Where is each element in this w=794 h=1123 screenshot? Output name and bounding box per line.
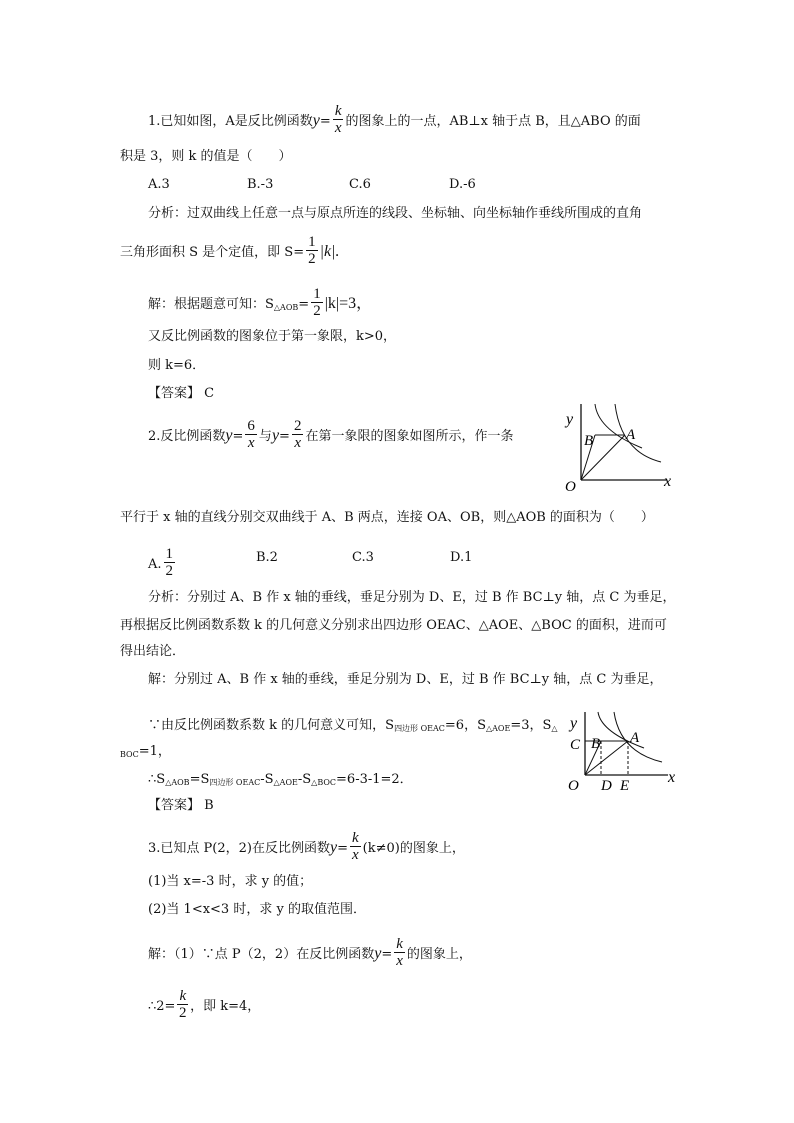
text: 2.反比例函数 — [148, 429, 226, 444]
q1-text: 1.已知如图，A是反比例函数 — [148, 114, 313, 129]
subscript: △BOC — [311, 778, 337, 787]
text: (k≠0)的图象上， — [362, 841, 465, 856]
q1-option-a: A.3 — [148, 177, 170, 192]
q1-option-d: D.-6 — [449, 177, 476, 192]
q1-analysis-line2 — [120, 236, 340, 269]
text: 的图象上， — [406, 947, 472, 962]
abs-k: |k|. — [319, 243, 340, 260]
label-x: x — [664, 473, 672, 490]
curve-6-over-x — [615, 404, 661, 462]
q1-option-b: B.-3 — [247, 177, 274, 192]
text: =S — [189, 772, 210, 787]
subscript: 四边形 OEAC — [394, 724, 445, 733]
q3-solution-line2 — [148, 990, 260, 1023]
label-y: y — [566, 411, 574, 428]
label-b: B — [591, 736, 601, 752]
fraction-one-half — [164, 546, 176, 579]
label-a: A — [626, 427, 636, 443]
figure-hyperbolas-2 — [558, 708, 682, 798]
label-x: x — [668, 769, 676, 786]
denominator: 2 — [313, 303, 321, 319]
label-c: C — [570, 737, 581, 753]
q2-option-b: B.2 — [256, 550, 278, 565]
q1-option-c: C.6 — [349, 177, 371, 192]
numerator: 6 — [247, 418, 255, 434]
text: -S — [260, 772, 274, 787]
math-eq: = — [319, 114, 331, 129]
q2-answer: 【答案】 B — [148, 798, 214, 813]
text: =3，S — [510, 718, 552, 733]
text: 解：根据题意可知：S — [148, 297, 274, 312]
q2-analysis-line3: 得出结论． — [120, 644, 186, 659]
fraction-k-over-2 — [177, 988, 188, 1021]
numerator: 1 — [165, 546, 174, 562]
fraction-6-over-x — [245, 418, 257, 451]
numerator: 1 — [308, 234, 316, 250]
q2-solution-line4 — [148, 770, 413, 793]
text: ，即 k=4， — [190, 999, 261, 1014]
q2-solution-line1: 解：分别过 A、B 作 x 轴的垂线，垂足分别为 D、E，过 B 作 BC⊥y 轴，点 C 为垂足， — [148, 672, 663, 687]
text: 三角形面积 S 是个定值，即 S= — [120, 245, 305, 260]
text: 在第一象限的图象如图所示，作一条 — [305, 429, 514, 444]
text: =6，S — [444, 718, 486, 733]
math-eq: = — [337, 841, 348, 856]
text: ∴2= — [148, 999, 176, 1014]
denominator: x — [334, 120, 342, 136]
denominator: 2 — [308, 251, 316, 267]
q2-line2: 平行于 x 轴的直线分别交双曲线于 A、B 两点，连接 OA、OB，则△AOB 的面积为（ ） — [120, 510, 654, 525]
q1-line2: 积是 3，则 k 的值是（ ） — [120, 149, 292, 164]
q2-solution-line3 — [120, 742, 171, 765]
q1-solution-line1 — [148, 288, 372, 321]
q2-analysis-line2: 再根据反比例函数系数 k 的几何意义分别求出四边形 OEAC、△AOE、△BOC 的面积，进而可 — [120, 618, 667, 633]
numerator: k — [396, 936, 403, 952]
q1-text-post: 的图象上的一点，AB⊥x 轴于点 B，且△ABO 的面 — [345, 114, 641, 129]
label-e: E — [620, 778, 630, 794]
q2-analysis-line1: 分析：分别过 A、B 作 x 轴的垂线，垂足分别为 D、E，过 B 作 BC⊥y 轴，点 C 为垂足， — [148, 590, 676, 605]
label-a: A — [630, 730, 640, 746]
subscript: BOC — [120, 750, 139, 759]
numerator: k — [334, 103, 342, 119]
subscript: △AOE — [273, 778, 298, 787]
denominator: x — [294, 435, 302, 451]
math-eq: = — [232, 429, 244, 444]
math-y: y — [271, 427, 280, 444]
abs-k-eq: |k|=3， — [324, 295, 373, 312]
fraction-one-half — [306, 234, 318, 267]
fraction-k-over-x — [350, 830, 361, 863]
label-o: O — [565, 479, 576, 494]
text: ∴S — [148, 772, 166, 787]
q2-option-d: D.1 — [450, 550, 473, 565]
q3-part1: (1)当 x=-3 时，求 y 的值； — [148, 874, 313, 889]
text: 与 — [258, 429, 272, 444]
text: ∵由反比例函数系数 k 的几何意义可知，S — [148, 718, 395, 733]
label-o: O — [568, 778, 579, 794]
denominator: 2 — [165, 563, 174, 579]
subscript: △AOB — [165, 778, 190, 787]
fraction-k-over-x — [394, 936, 405, 969]
subscript: △ — [551, 724, 558, 733]
numerator: 2 — [293, 418, 302, 434]
q2-option-a — [148, 548, 177, 581]
numerator: k — [179, 988, 187, 1004]
subscript: △AOB — [273, 303, 299, 312]
denominator: x — [247, 435, 255, 451]
text: 解：（1）∵点 P（2，2）在反比例函数 — [148, 947, 375, 962]
text: =1， — [138, 744, 171, 759]
subscript: △AOE — [485, 724, 511, 733]
q3-solution-line1 — [148, 938, 472, 971]
label-y: y — [570, 715, 578, 732]
text: -S — [297, 772, 312, 787]
math-eq: = — [279, 429, 290, 444]
math-y: y — [225, 427, 233, 444]
label-d: D — [601, 778, 612, 794]
denominator: x — [396, 953, 403, 969]
denominator: 2 — [179, 1005, 187, 1021]
q1-analysis-line1: 分析：过双曲线上任意一点与原点所连的线段、坐标轴、向坐标轴作垂线所围成的直角 — [148, 206, 643, 221]
q2-solution-line2 — [148, 716, 558, 739]
numerator: k — [351, 830, 359, 846]
math-y: y — [329, 839, 338, 856]
subscript: 四边形 OEAC — [209, 778, 261, 787]
label-b: B — [584, 433, 594, 449]
numerator: 1 — [313, 286, 321, 302]
q1-line1 — [148, 105, 641, 138]
q1-solution-line2: 又反比例函数的图象位于第一象限，k>0， — [148, 329, 397, 344]
text: 3.已知点 P(2，2)在反比例函数 — [148, 841, 330, 856]
math-eq: = — [298, 297, 310, 312]
denominator: x — [351, 847, 359, 863]
q3-part2: (2)当 1<x<3 时，求 y 的取值范围． — [148, 902, 366, 917]
text: A. — [148, 557, 162, 572]
q2-line1 — [148, 420, 513, 453]
math-eq: = — [381, 947, 393, 962]
fraction-2-over-x — [292, 418, 304, 451]
q1-answer: 【答案】 C — [148, 386, 215, 401]
q3-line1 — [148, 832, 465, 865]
q2-option-c: C.3 — [352, 550, 374, 565]
fraction-k-over-x — [333, 103, 344, 136]
fraction-one-half — [311, 286, 323, 319]
math-y: y — [374, 945, 382, 962]
math-y: y — [312, 112, 320, 129]
figure-hyperbolas-1 — [558, 402, 678, 494]
text: =6-3-1=2． — [336, 772, 413, 787]
q1-solution-line3: 则 k=6． — [148, 358, 206, 373]
